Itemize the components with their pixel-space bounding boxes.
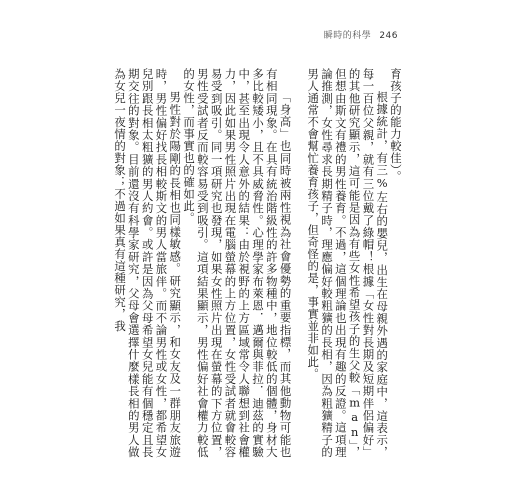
paragraph: 「身高」也同時被兩性視為社會優勢的重要指標，而其他動物可能也有相同現象。在具有統治階級性的許多物種中，地位較低的個體，身材大多比較矮小，且不具威脅性。心理學家布萊恩．邁爾與菲拉．迪茲的實驗中，甚至出現令人意外的結果：由於視野的上方區域常令人聯想到社會權力，因此如果男性照片出現在電腦螢幕的上方位置，女性受試者就會較容易受到吸引。同一項研究也發現，如果女性照片出現在螢幕的下方位置，男性受試者反而較容易受到吸引。這項結果顯示，男性偏好社會權力較低的女性，而事實也的確如此。 bbox=[182, 68, 293, 458]
running-head bbox=[324, 28, 398, 41]
page-number: 246 bbox=[379, 31, 398, 41]
body-text bbox=[112, 68, 402, 458]
book-title: 瞬時的科學 bbox=[323, 31, 372, 41]
paragraph: 根據統計，有三%左右的嬰兒，出生在母親外遇的家庭中，這表示，每一百位父親，就有三位戴了綠帽！根據「女性對長期及短期伴侶偏好」的其他研究顯示，這可能是因為有些女性希望孩子的生父較「man」，但想由斯文有禮的男性養育。不過，這個理論也出現有趣的反證。這項理論推測，女性尋求長期精子時，理應偏好較粗獷的長相，因為粗獷精子的男人通常不會幫忙養育孩子，但奇怪的是，事實並非如此。 bbox=[306, 68, 390, 458]
paragraph: 男性對於陽剛的長相也同樣敏感。研究顯示，和女友及一群朋友旅遊時，男性偏好找長相較斯文的男人當旅伴。而不論男性或女性，都希望女兒別跟長相太粗獷的男人約會。或許是因為父母希望女兒能有個穩定且長期交往的對象。目前還沒有科學家研究，父母會選擇什麼樣長相的男人做為女兒一夜情的對象；不過如果真有這種研究，我 bbox=[113, 68, 183, 458]
paragraph-continued: 育孩子的能力較佳）。 bbox=[389, 68, 403, 183]
